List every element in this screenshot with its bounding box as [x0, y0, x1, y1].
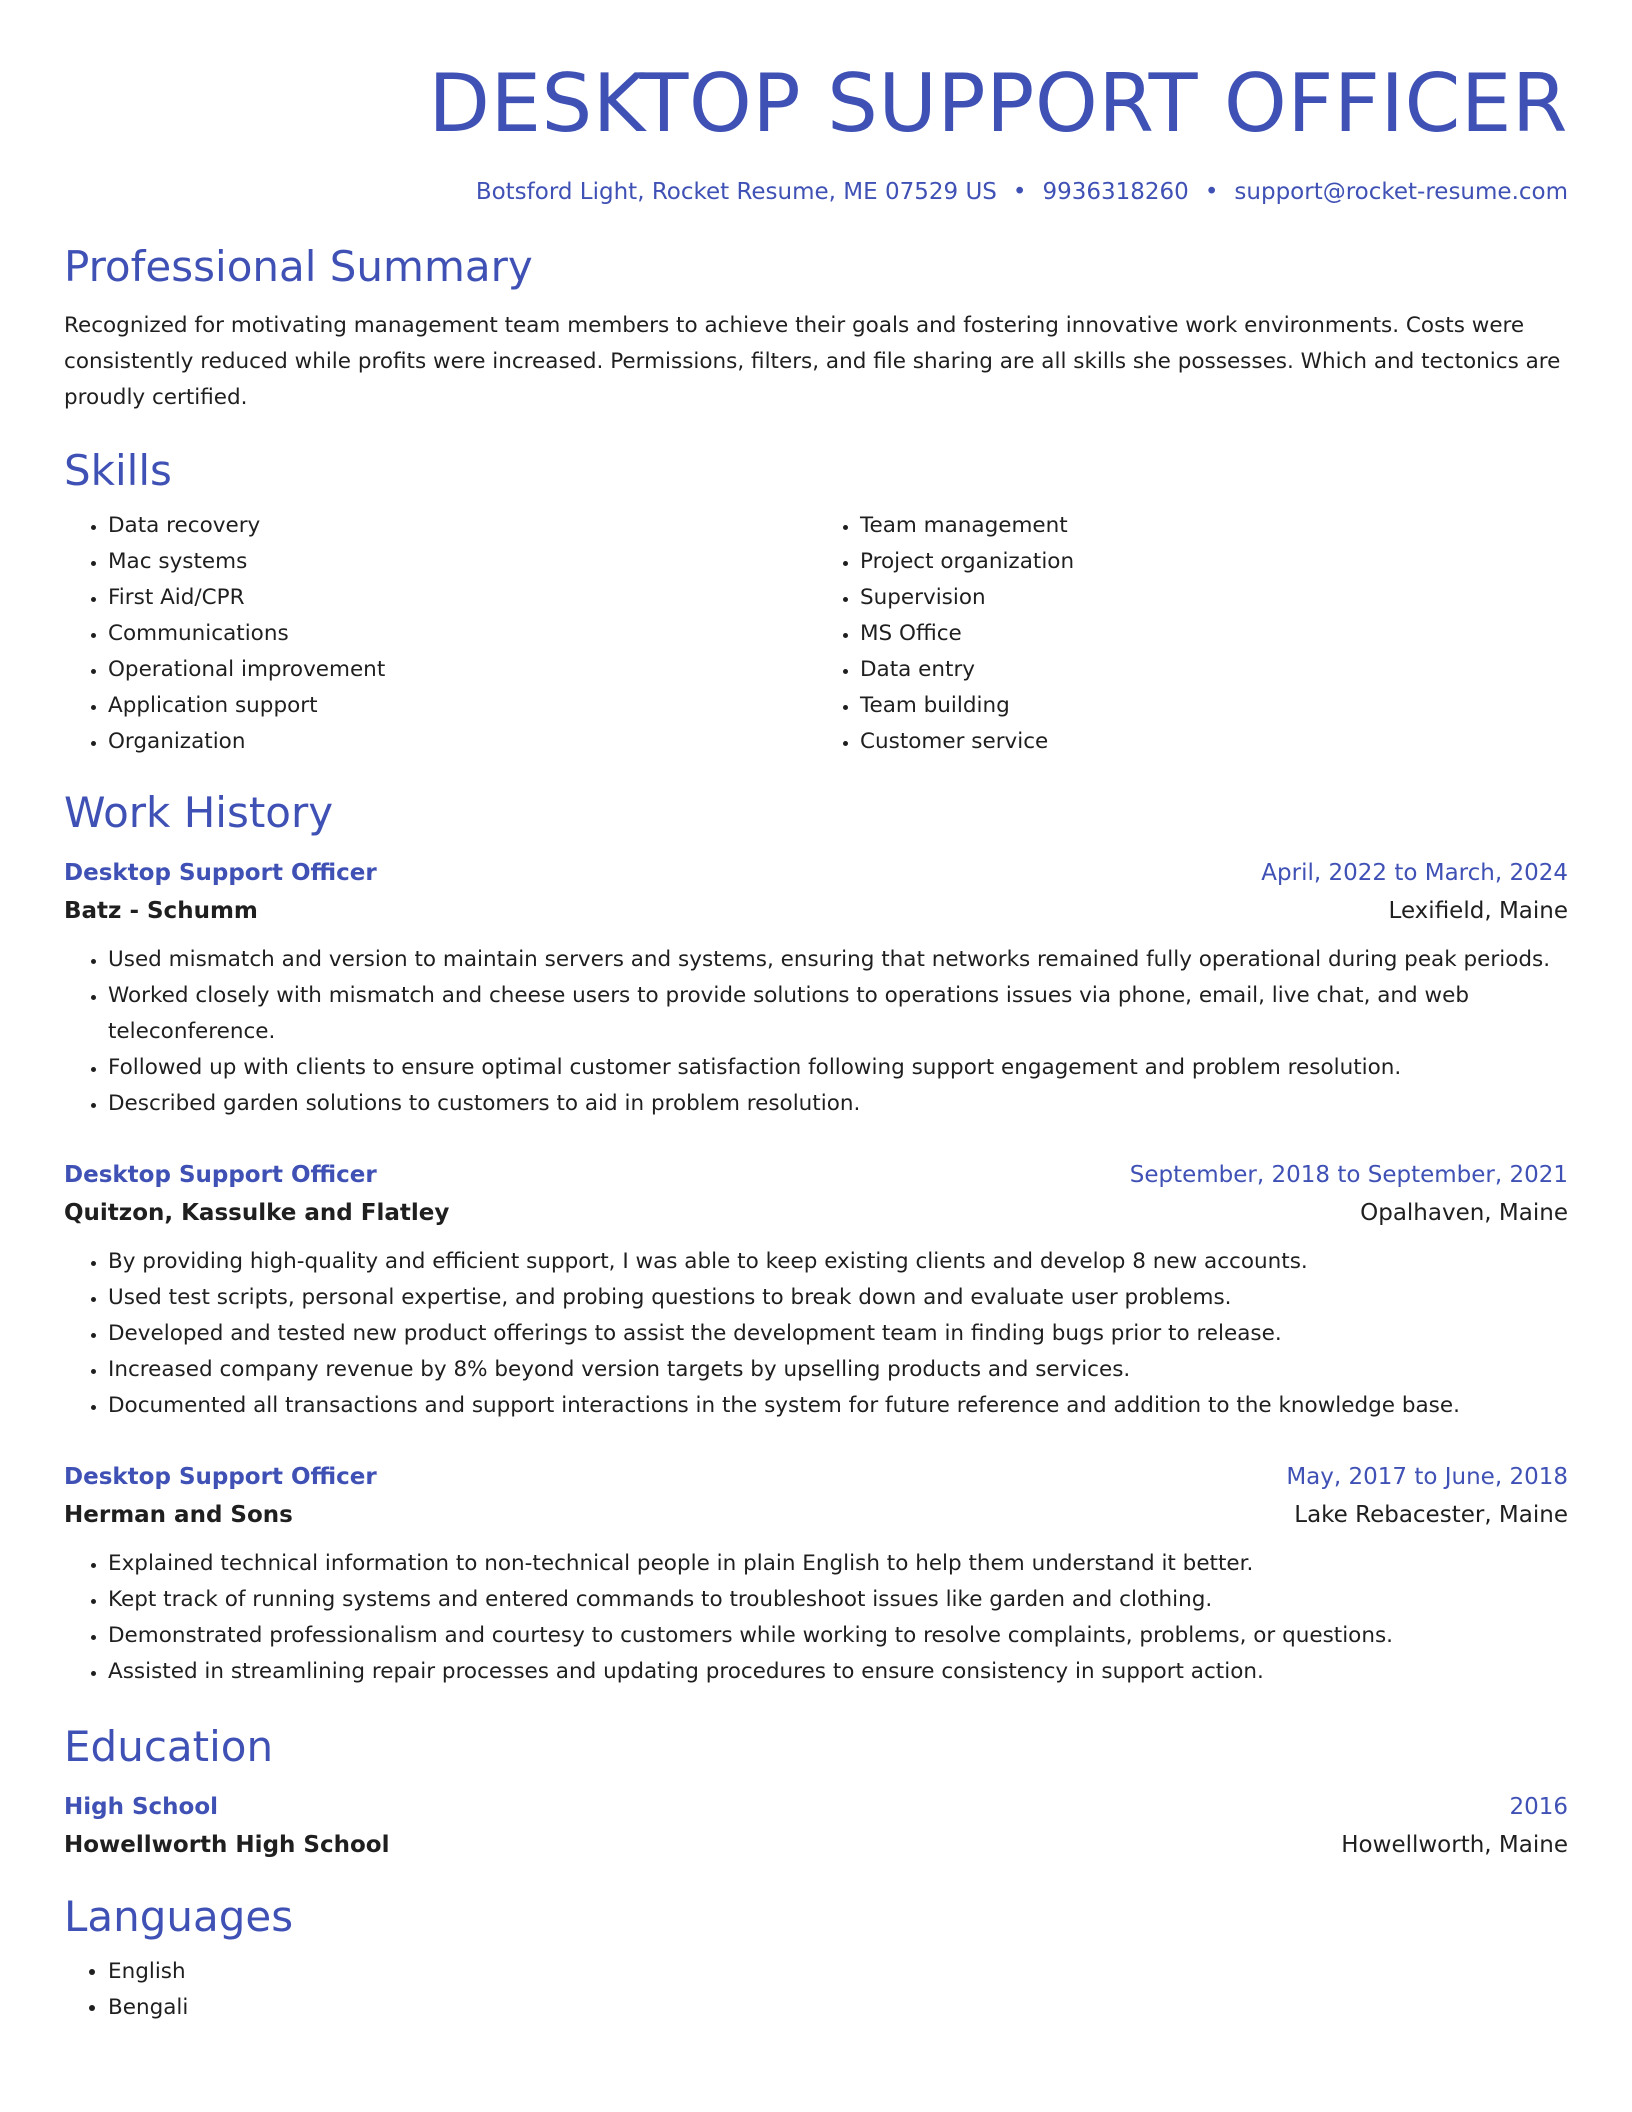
skill-item: • Operational improvement: [108, 652, 816, 688]
skills-column-right: [816, 508, 1568, 760]
job-entry: [64, 1458, 1568, 1690]
education-location: Howellworth, Maine: [1341, 1832, 1568, 1858]
languages-heading: Languages: [64, 1892, 294, 1941]
job-bullet: • Assisted in streamlining repair processes and updating procedures to ensure consistency in support action.: [108, 1654, 1568, 1690]
job-bullet: • Documented all transactions and support interactions in the system for future reference and addition to the knowledge base.: [108, 1388, 1568, 1424]
job-dates: May, 2017 to June, 2018: [1286, 1464, 1568, 1490]
job-bullet: • By providing high-quality and efficient support, I was able to keep existing clients and develop 8 new accounts.: [108, 1244, 1568, 1280]
skills-heading: Skills: [64, 446, 172, 495]
languages-list: [64, 1954, 1568, 2026]
job-location: Lexifield, Maine: [1388, 898, 1568, 924]
skill-item: • Data entry: [860, 652, 1568, 688]
education-school: Howellworth High School: [64, 1832, 390, 1858]
job-title: Desktop Support Officer: [64, 1464, 377, 1490]
skill-item: • First Aid/CPR: [108, 580, 816, 616]
job-location: Opalhaven, Maine: [1360, 1200, 1568, 1226]
job-company: Quitzon, Kassulke and Flatley: [64, 1200, 450, 1226]
skill-item: • Mac systems: [108, 544, 816, 580]
skill-item: • Communications: [108, 616, 816, 652]
skill-item: • MS Office: [860, 616, 1568, 652]
skill-item: • Supervision: [860, 580, 1568, 616]
job-bullets: [64, 1546, 1568, 1690]
job-bullets: [64, 1244, 1568, 1424]
work-history-heading: Work History: [64, 788, 334, 837]
job-location: Lake Rebacester, Maine: [1294, 1502, 1568, 1528]
job-bullet: • Used mismatch and version to maintain servers and systems, ensuring that networks remained fully operational during peak periods.: [108, 942, 1568, 978]
contact-separator: •: [1012, 179, 1027, 205]
job-bullet: • Followed up with clients to ensure optimal customer satisfaction following support engagement and problem resolution.: [108, 1050, 1568, 1086]
contact-separator: •: [1204, 179, 1219, 205]
job-bullet: • Developed and tested new product offerings to assist the development team in finding bugs prior to release.: [108, 1316, 1568, 1352]
summary-heading: Professional Summary: [64, 242, 533, 291]
contact-phone: 9936318260: [1042, 179, 1189, 205]
contact-email: support@rocket-resume.com: [1234, 179, 1568, 205]
job-bullet: • Demonstrated professionalism and courtesy to customers while working to resolve complaints, problems, or questions.: [108, 1618, 1568, 1654]
skill-item: • Application support: [108, 688, 816, 724]
education-degree: High School: [64, 1794, 219, 1820]
job-company: Herman and Sons: [64, 1502, 293, 1528]
skills-list: [64, 508, 1568, 760]
resume-name: DESKTOP SUPPORT OFFICER: [428, 57, 1568, 150]
skill-item: • Data recovery: [108, 508, 816, 544]
education-year: 2016: [1509, 1794, 1568, 1820]
job-bullet: • Used test scripts, personal expertise, and probing questions to break down and evaluate user problems.: [108, 1280, 1568, 1316]
skill-item: • Team building: [860, 688, 1568, 724]
job-bullet: • Increased company revenue by 8% beyond version targets by upselling products and services.: [108, 1352, 1568, 1388]
skills-column-left: [64, 508, 816, 760]
job-title: Desktop Support Officer: [64, 860, 377, 886]
job-bullet: • Explained technical information to non-technical people in plain English to help them understand it better.: [108, 1546, 1568, 1582]
education-entry: [64, 1788, 1568, 1864]
skill-item: • Project organization: [860, 544, 1568, 580]
contact-address: Botsford Light, Rocket Resume, ME 07529 US: [475, 179, 997, 205]
contact-line: [64, 176, 1568, 208]
language-item: • Bengali: [108, 1990, 1568, 2026]
language-item: • English: [108, 1954, 1568, 1990]
skill-item: • Team management: [860, 508, 1568, 544]
job-bullet: • Worked closely with mismatch and cheese users to provide solutions to operations issues via phone, email, live chat, and web teleconference.: [108, 978, 1568, 1050]
job-bullet: • Kept track of running systems and entered commands to troubleshoot issues like garden and clothing.: [108, 1582, 1568, 1618]
job-dates: September, 2018 to September, 2021: [1129, 1162, 1568, 1188]
summary-text: Recognized for motivating management team members to achieve their goals and fostering innovative work environments. Costs were consistently reduced while profits were increased. Permissions, filters, and file sharing are all skills she possesses. Which and tectonics are proudly certified.: [64, 313, 1561, 410]
job-entry: [64, 1156, 1568, 1424]
job-bullet: • Described garden solutions to customers to aid in problem resolution.: [108, 1086, 1568, 1122]
education-heading: Education: [64, 1722, 274, 1771]
skill-item: • Organization: [108, 724, 816, 760]
job-entry: [64, 854, 1568, 1122]
skill-item: • Customer service: [860, 724, 1568, 760]
job-bullets: [64, 942, 1568, 1122]
job-title: Desktop Support Officer: [64, 1162, 377, 1188]
job-company: Batz - Schumm: [64, 898, 258, 924]
job-dates: April, 2022 to March, 2024: [1261, 860, 1568, 886]
